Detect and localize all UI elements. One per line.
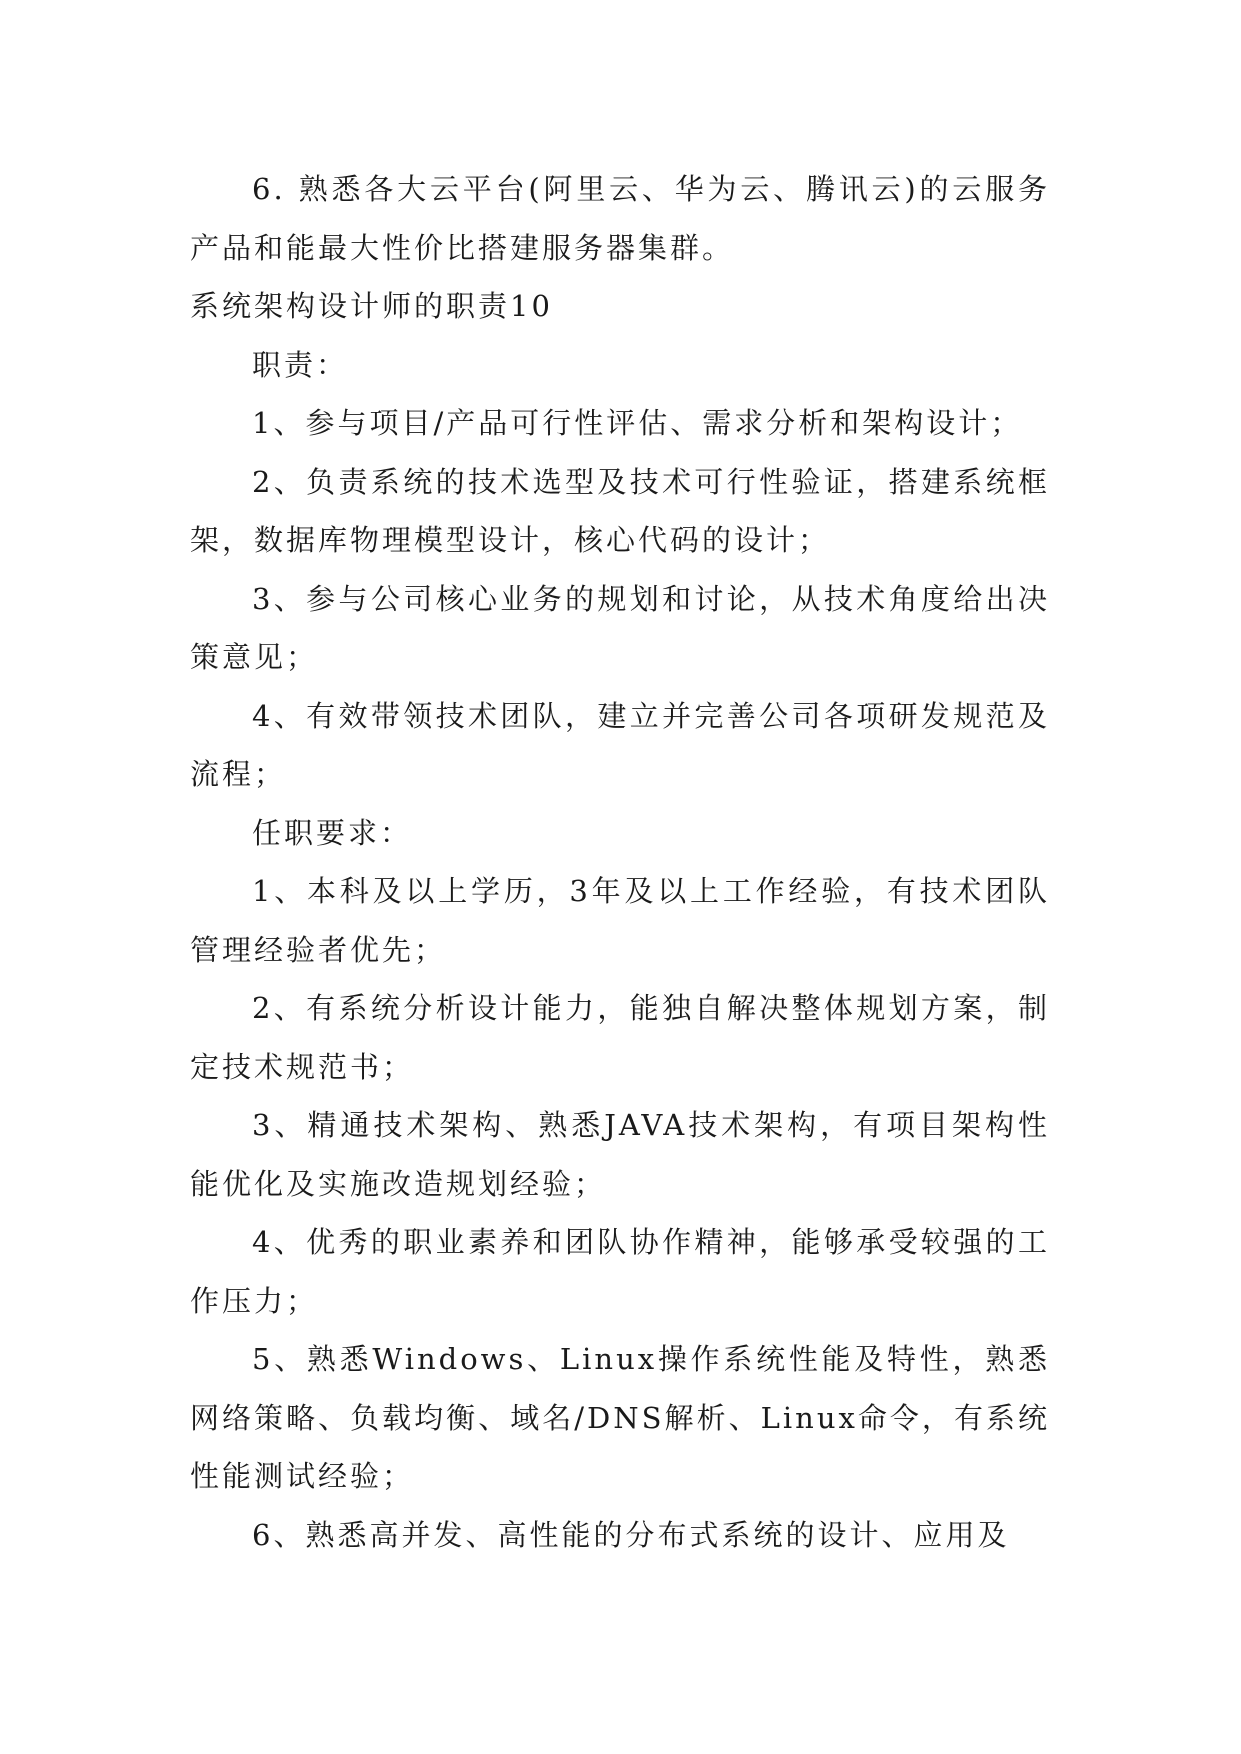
- requirement-item-1: 1、本科及以上学历，3年及以上工作经验，有技术团队管理经验者优先；: [190, 874, 1050, 967]
- requirement-item-2: 2、有系统分析设计能力，能独自解决整体规划方案，制定技术规范书；: [190, 991, 1050, 1084]
- requirements-label: 任职要求：: [252, 815, 413, 850]
- requirement-item-6: 6、熟悉高并发、高性能的分布式系统的设计、应用及: [252, 1517, 1010, 1552]
- responsibility-item-3: 3、参与公司核心业务的规划和讨论，从技术角度给出决策意见；: [190, 581, 1050, 674]
- requirement-item-5: 5、熟悉Windows、Linux操作系统性能及特性，熟悉网络策略、负载均衡、域名/DNS解析、Linux命令，有系统性能测试经验；: [190, 1342, 1050, 1493]
- responsibilities-label: 职责：: [252, 347, 349, 382]
- responsibility-item-2: 2、负责系统的技术选型及技术可行性验证，搭建系统框架，数据库物理模型设计，核心代码的设计；: [190, 464, 1050, 557]
- requirement-item-4: 4、优秀的职业素养和团队协作精神，能够承受较强的工作压力；: [190, 1225, 1050, 1318]
- responsibility-item-1: 1、参与项目/产品可行性评估、需求分析和架构设计；: [252, 406, 1023, 440]
- section-heading: 系统架构设计师的职责10: [190, 289, 553, 323]
- paragraph-cloud-platforms: 6. 熟悉各大云平台(阿里云、华为云、腾讯云)的云服务产品和能最大性价比搭建服务器集群。: [190, 172, 1050, 265]
- requirement-item-3: 3、精通技术架构、熟悉JAVA技术架构，有项目架构性能优化及实施改造规划经验；: [190, 1108, 1050, 1201]
- responsibility-item-4: 4、有效带领技术团队，建立并完善公司各项研发规范及流程；: [190, 698, 1050, 791]
- document-body: [190, 160, 1050, 1564]
